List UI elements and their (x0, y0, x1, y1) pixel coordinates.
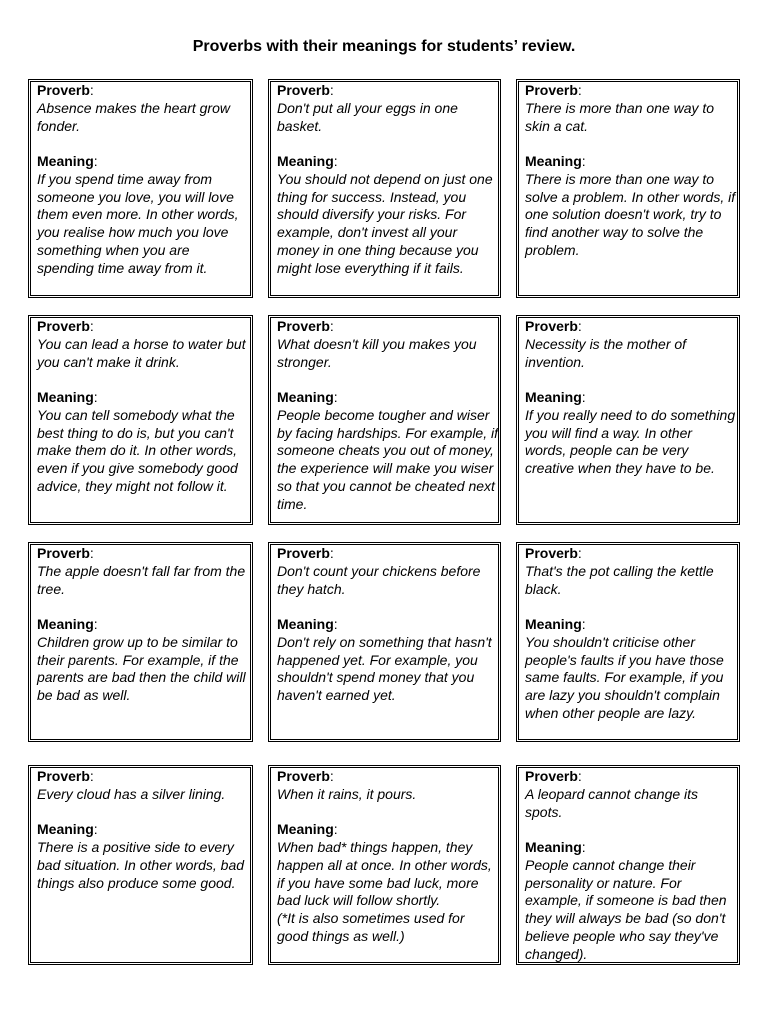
meaning-label: Meaning (277, 388, 334, 405)
meaning-text: When bad* things happen, they happen all at once. In other words, if you have some bad luck, more bad luck will follow shortly. (277, 838, 492, 909)
proverb-text: That's the pot calling the kettle black. (525, 562, 714, 597)
proverb-text: The apple doesn't fall far from the tree. (37, 562, 246, 597)
meaning-text: People become tougher and wiser by facing hardships. For example, if someone cheats you out of money, the experience will make you wiser so that you cannot be cheated next time. (277, 406, 498, 513)
proverb-label: Proverb (277, 318, 330, 334)
proverb-label: Proverb (37, 82, 90, 98)
proverb-label: Proverb (525, 768, 578, 784)
proverb-card: Proverb: Every cloud has a silver lining. Meaning: There is a positive side to every bad situation. In other words, bad things also produce some good. (28, 765, 253, 965)
meaning-label: Meaning (37, 152, 94, 169)
proverb-text: Don't put all your eggs in one basket. (277, 99, 458, 134)
proverb-card: Proverb: There is more than one way to skin a cat. Meaning: There is more than one way to solve a problem. In other words, if one solution doesn't work, try to find another way to solve the problem. (516, 79, 740, 298)
meaning-label: Meaning (525, 615, 582, 632)
proverb-text: When it rains, it pours. (277, 785, 417, 802)
meaning-label: Meaning (37, 820, 94, 837)
meaning-label: Meaning (525, 152, 582, 169)
page-title: Proverbs with their meanings for students’ review. (192, 38, 576, 55)
meaning-text: You shouldn't criticise other people's faults if you have those same faults. For example, if you are lazy you shouldn't complain when other people are lazy. (525, 633, 724, 722)
proverb-label: Proverb (277, 768, 330, 784)
meaning-text: Children grow up to be similar to their parents. For example, if the parents are bad then the child will be bad as well. (37, 633, 246, 704)
proverb-label: Proverb (525, 318, 578, 334)
proverb-text: You can lead a horse to water but you can't make it drink. (37, 335, 246, 370)
proverb-text: A leopard cannot change its spots. (525, 785, 699, 820)
meaning-text: You should not depend on just one thing for success. Instead, you should diversify your risks. For example, don't invest all your money in one thing because you might lose everything if it fails. (277, 170, 493, 277)
meaning-text: People cannot change their personality or nature. For example, if someone is bad then they will always be bad (so don't believe people who say they've changed). (525, 856, 727, 963)
proverb-text: Every cloud has a silver lining. (37, 785, 226, 802)
proverb-label: Proverb (37, 768, 90, 784)
proverb-card: Proverb: What doesn't kill you makes you stronger. Meaning: People become tougher and wiser by facing hardships. For example, if someone cheats you out of money, the experience will make you wiser so that you cannot be cheated next time. (268, 315, 501, 525)
proverb-text: There is more than one way to skin a cat. (525, 99, 715, 134)
proverb-text: What doesn't kill you makes you stronger. (277, 335, 477, 370)
meaning-text: You can tell somebody what the best thing to do is, but you can't make them do it. In other words, even if you give somebody good advice, they might not follow it. (37, 406, 238, 495)
proverb-label: Proverb (525, 82, 578, 98)
meaning-text: If you spend time away from someone you love, you will love them even more. In other words, you realise how much you love something when you are spending time away from it. (37, 170, 239, 277)
proverb-card: Proverb: A leopard cannot change its spots. Meaning: People cannot change their personality or nature. For example, if someone is bad then they will always be bad (so don't believe people who say they've changed). (516, 765, 740, 965)
meaning-label: Meaning (37, 388, 94, 405)
meaning-label: Meaning (37, 615, 94, 632)
proverb-card: Proverb: Absence makes the heart grow fonder. Meaning: If you spend time away from someone you love, you will love them even more. In other words, you realise how much you love something when you are spending time away from it. (28, 79, 253, 298)
proverb-text: Don't count your chickens before they hatch. (277, 562, 481, 597)
meaning-note: (*It is also sometimes used for good things as well.) (277, 910, 465, 945)
proverb-label: Proverb (277, 82, 330, 98)
meaning-text: There is a positive side to every bad situation. In other words, bad things also produce some good. (37, 838, 245, 891)
proverb-card: Proverb: Necessity is the mother of invention. Meaning: If you really need to do something you will find a way. In other words, people can be very creative when they have to be. (516, 315, 740, 525)
meaning-label: Meaning (525, 388, 582, 405)
meaning-text: Don't rely on something that hasn't happened yet. For example, you shouldn't spend money that you haven't earned yet. (277, 633, 492, 704)
proverb-card: Proverb: Don't count your chickens before they hatch. Meaning: Don't rely on something that hasn't happened yet. For example, you shouldn't spend money that you haven't earned yet. (268, 542, 501, 742)
meaning-label: Meaning (277, 615, 334, 632)
proverb-card: Proverb: When it rains, it pours. Meaning: When bad* things happen, they happen all at once. In other words, if you have some bad luck, more bad luck will follow shortly. (*It is also sometimes used for good things as well.) (268, 765, 501, 965)
proverb-text: Necessity is the mother of invention. (525, 335, 687, 370)
proverb-text: Absence makes the heart grow fonder. (37, 99, 230, 134)
proverb-label: Proverb (37, 318, 90, 334)
meaning-label: Meaning (277, 152, 334, 169)
proverb-label: Proverb (525, 545, 578, 561)
meaning-text: There is more than one way to solve a problem. In other words, if one solution doesn't work, try to find another way to solve the problem. (525, 170, 736, 259)
proverb-label: Proverb (37, 545, 90, 561)
proverb-card: Proverb: Don't put all your eggs in one basket. Meaning: You should not depend on just one thing for success. Instead, you should diversify your risks. For example, don't invest all your money in one thing because you might lose everything if it fails. (268, 79, 501, 298)
proverb-card: Proverb: That's the pot calling the kettle black. Meaning: You shouldn't criticise other people's faults if you have those same faults. For example, if you are lazy you shouldn't complain when other people are lazy. (516, 542, 740, 742)
proverb-card: Proverb: The apple doesn't fall far from the tree. Meaning: Children grow up to be similar to their parents. For example, if the parents are bad then the child will be bad as well. (28, 542, 253, 742)
meaning-label: Meaning (525, 838, 582, 855)
meaning-label: Meaning (277, 820, 334, 837)
proverb-label: Proverb (277, 545, 330, 561)
meaning-text: If you really need to do something you will find a way. In other words, people can be very creative when they have to be. (525, 406, 736, 477)
proverb-card: Proverb: You can lead a horse to water but you can't make it drink. Meaning: You can tell somebody what the best thing to do is, but you can't make them do it. In other words, even if you give somebody good advice, they might not follow it. (28, 315, 253, 525)
